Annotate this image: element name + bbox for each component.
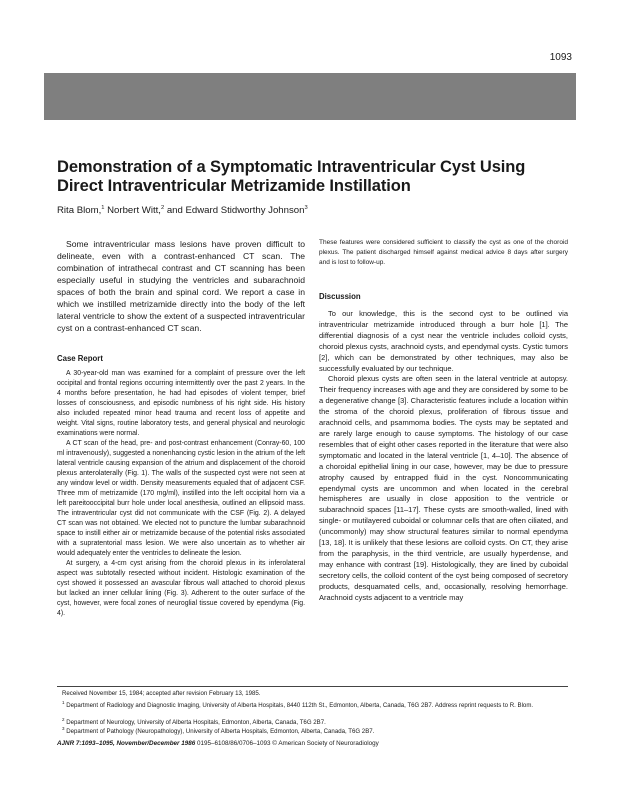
issn-copyright: 0195–6108/86/0706–1093 © American Society of Neuroradiology — [195, 740, 379, 747]
journal-footer — [57, 740, 379, 747]
author-affiliation-mark: 2 — [160, 205, 165, 211]
article-title: Demonstration of a Symptomatic Intraventricular Cyst Using Direct Intraventricular Metrizamide Instillation — [57, 158, 526, 195]
footnote-divider — [57, 686, 568, 687]
footnote-mark: 2 — [62, 717, 65, 722]
paragraph: At surgery, a 4-cm cyst arising from the choroid plexus in its inferolateral aspect was subtotally resected without incident. Histologic examination of the cyst showed it possessed an avascular fibrous wall attached to choroid plexus but lacked an inner cellular lining (Fig. 3). Adherent to the outer surface of the cyst, however, were focal zones of neuroglial tissue covered by ependyma (Fig. 4). — [57, 560, 305, 617]
header-banner — [44, 73, 576, 120]
footnote — [62, 725, 570, 737]
author-affiliation-mark: 3 — [304, 205, 308, 211]
footnote-mark: 3 — [62, 726, 65, 731]
footnote — [62, 699, 570, 711]
abstract-text: Some intraventricular mass lesions have proven difficult to delineate, even with a contrast-enhanced CT scan. The combination of intrathecal contrast and CT scanning has been especially useful in studying the ventricles and subarachnoid spaces of both the brain and spinal cord. We report a case in which we instilled metrizamide directly into the body of the left lateral ventricle to show the extent of a suspected intraventricular cyst on a contrast-enhanced CT scan. — [57, 239, 305, 333]
author-name: Norbert Witt, — [104, 205, 161, 217]
case-report-continuation — [319, 238, 568, 268]
footnote-text: Department of Pathology (Neuropathology), University of Alberta Hospitals, Edmonton, Alberta, Canada, T6G 2B7. — [66, 728, 375, 736]
paragraph: A CT scan of the head, pre- and post-contrast enhancement (Conray-60, 100 ml intravenously), suggested a nonenhancing cystic lesion in the atrium of the left lateral ventricle causing expansion of the atrium and displacement of the choroid plexus anterolaterally (Fig. 1). The walls of the suspected cyst were not seen at any window level or width. Density measurements equaled that of adjacent CSF. Three mm of metrizamide (170 mg/ml), instilled into the left occipital horn via a left pareitooccipital burr hole under local anesthesia, outlined an ellipsoid mass. The intraventricular cyst did not communicate with the CSF (Fig. 2). A delayed CT scan was not obtained. We elected not to puncture the lumbar subarachnoid space to instill either air or metrizamide because of the potential risks associated with a supratentorial mass lesion. We were also uncertain as to whether air would adequately enter the ventricles to delineate the lesion. — [57, 440, 305, 557]
paragraph: Choroid plexus cysts are often seen in the lateral ventricle at autopsy. Their frequency increases with age and they are considered by some to be a degenerative change [3]. Characteristic features include a location within the stroma of the choroid plexus, proliferation of fibrous tissue and arachnoid cells, and psammoma bodies. The cysts may be septated and are rarely large enough to cause symptoms. The histology of our case resembles that of eight other cases reported in the literature that were also symptomatic and located in the lateral ventricle [1, 4–10]. The absence of a choroidal epithelial lining in our case, however, may be due to pressure atrophy caused by entrapped fluid in the cyst. Noncommunicating ependymal cysts are uncommon and when located in the cerebral hemispheres are usually in close apposition to the ventricle or subarachnoid spaces [11–17]. These cysts are smooth-walled, lined with single- or mutilayered cuboidal or columnar cells that are often ciliated, and (uncommonly) may show structural features similar to normal ependyma [13, 18]. It is unlikely that these lesions are colloid cysts. On CT, they arise from the paraphysis, in the third ventricle, are usually hyperdense, and may enhance with contrast [19]. Histologically, they are lined by cuboidal secretory cells, the colloid content of the cyst being composed of secretory products, desquamated cells, and, occasionally, resolving hemorrhage. Arachnoid cysts adjacent to a ventricle may — [319, 374, 568, 602]
paragraph: To our knowledge, this is the second cyst to be outlined via intraventricular metrizamide introduced through a burr hole [1]. The differential diagnosis of a cyst near the ventricle includes colloid cysts, choroid plexus cysts, arachnoid cysts, and ependymal cysts. Cystic tumors [2], which can be demonstrated by other techniques, may also be successfully evaluated by our technique. — [319, 309, 568, 373]
footnote-text: Department of Neurology, University of Alberta Hospitals, Edmonton, Alberta, Canada, T6G 2B7. — [66, 719, 326, 727]
case-report-body — [57, 369, 305, 619]
author-name: and Edward Stidworthy Johnson — [164, 205, 305, 217]
abstract — [57, 238, 305, 334]
author-name: Rita Blom, — [57, 205, 102, 217]
case-report-heading: Case Report — [57, 354, 103, 363]
footnote-text: Department of Radiology and Diagnostic Imaging, University of Alberta Hospitals, 8440 112th St., Edmonton, Alberta, Canada, T6G 2B7. Address reprint requests to R. Blom. — [66, 702, 534, 710]
discussion-body — [319, 309, 568, 603]
discussion-heading: Discussion — [319, 292, 361, 301]
page-number: 1093 — [549, 52, 572, 63]
author-line — [57, 205, 308, 216]
author-affiliation-mark: 1 — [101, 205, 105, 211]
received-note: Received November 15, 1984; accepted after revision February 13, 1985. — [62, 690, 261, 697]
journal-citation: AJNR 7:1093–1095, November/December 1986 — [57, 740, 196, 747]
footnote-mark: 1 — [62, 700, 65, 705]
paragraph: These features were considered sufficient to classify the cyst as one of the choroid plexus. The patient discharged himself against medical advice 8 days after surgery and is lost to follow-up. — [319, 239, 568, 266]
paragraph: A 30-year-old man was examined for a complaint of pressure over the left occipital and frontal regions occurring intermittently over the past 2 years. In the 4 months before presentation, he had had episodes of violent temper, brief losses of consciousness, and episodic numbness of his right side. His history also included repeated minor head trauma and recent loss of appetite and weight. Vital signs, routine laboratory tests, and general physical and neurologic examinations were normal. — [57, 370, 305, 437]
